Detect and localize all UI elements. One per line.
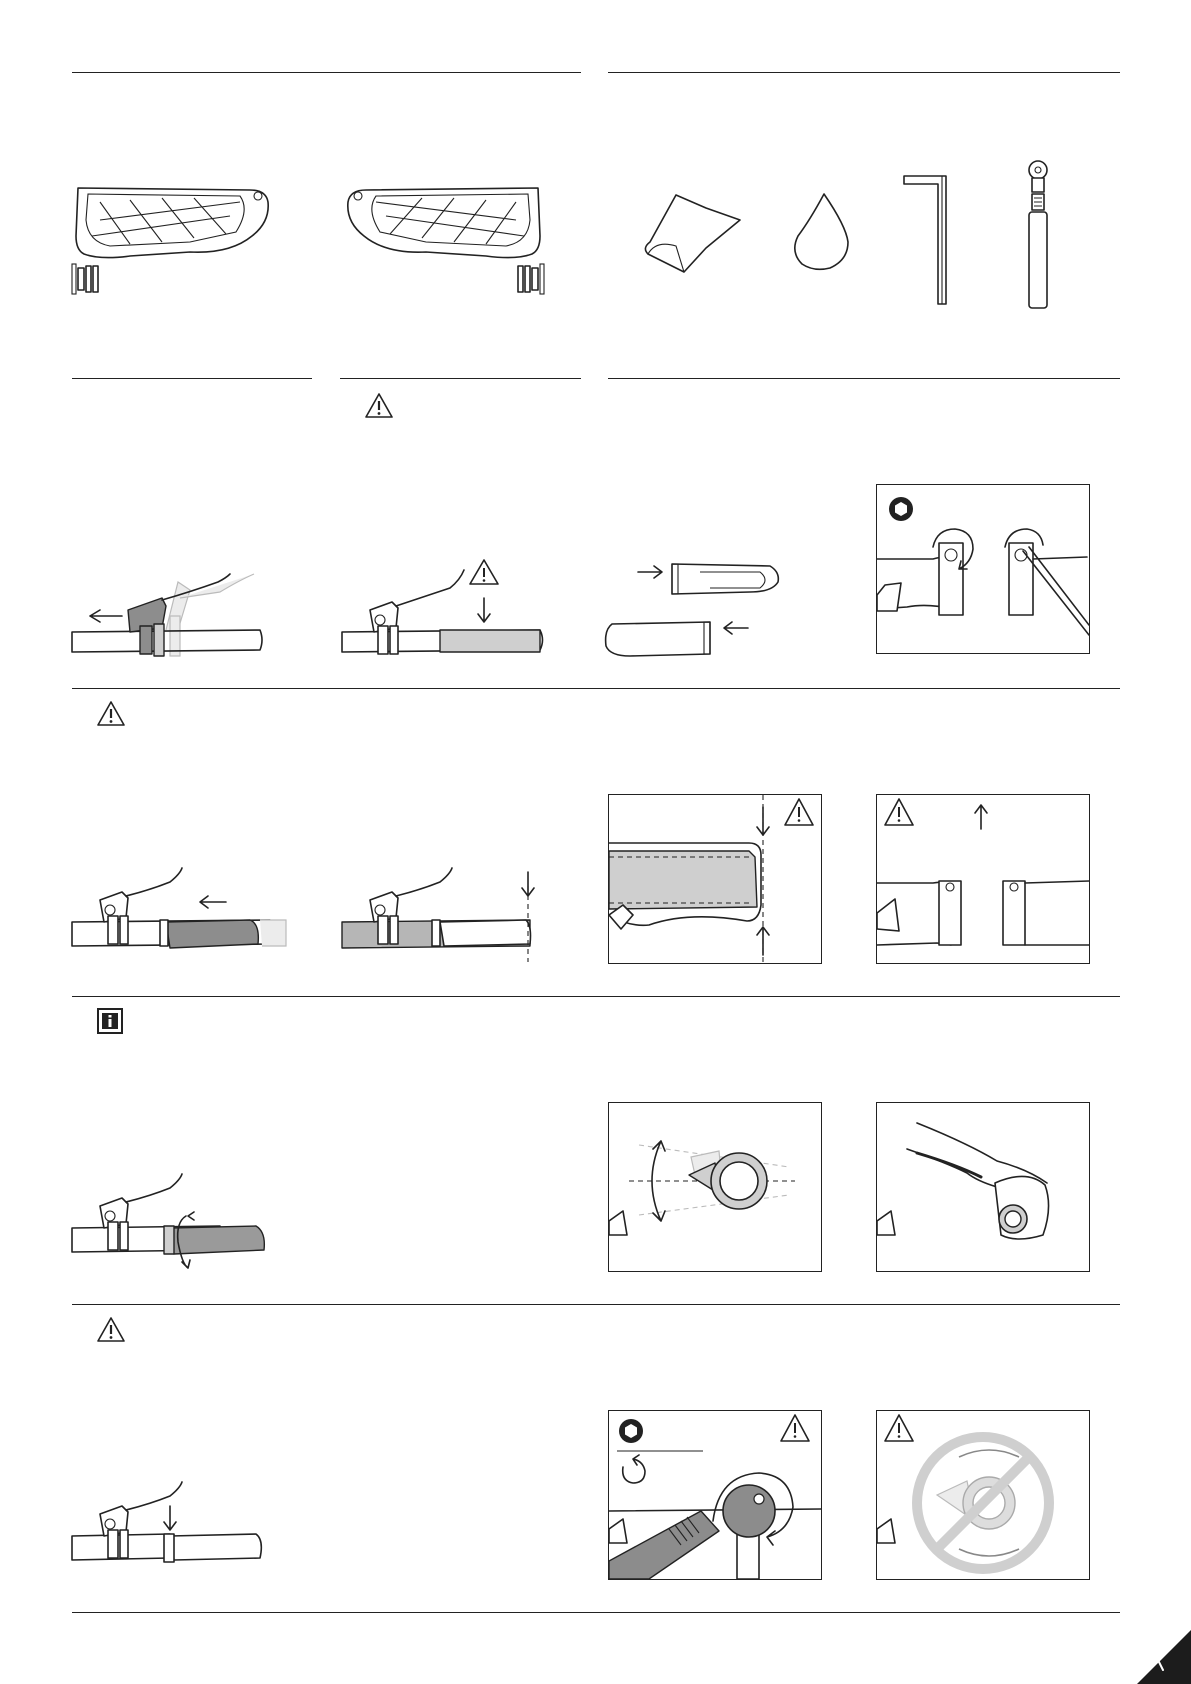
rotate-arrow-icon xyxy=(623,1455,645,1483)
back-button[interactable] xyxy=(1137,1630,1191,1684)
no-rotation-detail-frame xyxy=(876,1410,1090,1580)
back-arrow-icon xyxy=(1137,1630,1191,1684)
insert-grips-illustration xyxy=(600,550,800,670)
warning-triangle-icon xyxy=(96,700,126,727)
loosen-bolt-detail-frame xyxy=(876,484,1090,654)
grip-right-illustration xyxy=(336,180,546,305)
section-rule-2a xyxy=(72,378,312,379)
cloth-icon xyxy=(636,190,746,280)
hex-key-icon xyxy=(889,497,913,521)
grip-left-illustration xyxy=(70,180,280,305)
torque-wrench-detail-frame xyxy=(608,1410,822,1580)
end-plugs-left-icon xyxy=(72,264,98,294)
hand-position-detail-frame xyxy=(876,1102,1090,1272)
grease-drop-icon xyxy=(790,190,856,272)
shorten-bar-warning-illustration xyxy=(340,560,570,660)
info-box-icon xyxy=(97,1008,123,1034)
end-flush-detail-frame xyxy=(608,794,822,964)
section-rule-bottom xyxy=(72,1612,1120,1613)
section-rule-5 xyxy=(72,1304,1120,1305)
section-rule-top-right xyxy=(608,72,1120,73)
section-rule-2b xyxy=(340,378,581,379)
end-plugs-right-icon xyxy=(518,264,544,294)
bolt-orientation-detail-frame xyxy=(876,794,1090,964)
warning-triangle-icon xyxy=(96,1316,126,1343)
align-with-bar-end-illustration xyxy=(340,866,570,966)
remove-old-grip-illustration xyxy=(70,570,300,660)
hex-key-tool-icon xyxy=(900,172,956,308)
section-rule-2c xyxy=(608,378,1120,379)
torque-wrench-tool-icon xyxy=(1018,158,1058,314)
section-rule-top-left xyxy=(72,72,581,73)
tighten-bolt-illustration xyxy=(70,1480,300,1580)
rotate-grip-illustration xyxy=(70,1172,300,1272)
slide-grip-on-illustration xyxy=(70,866,300,966)
section-rule-4 xyxy=(72,996,1120,997)
angle-range-detail-frame xyxy=(608,1102,822,1272)
warning-triangle-icon xyxy=(364,392,394,419)
hex-key-icon xyxy=(619,1419,643,1443)
section-rule-3 xyxy=(72,688,1120,689)
